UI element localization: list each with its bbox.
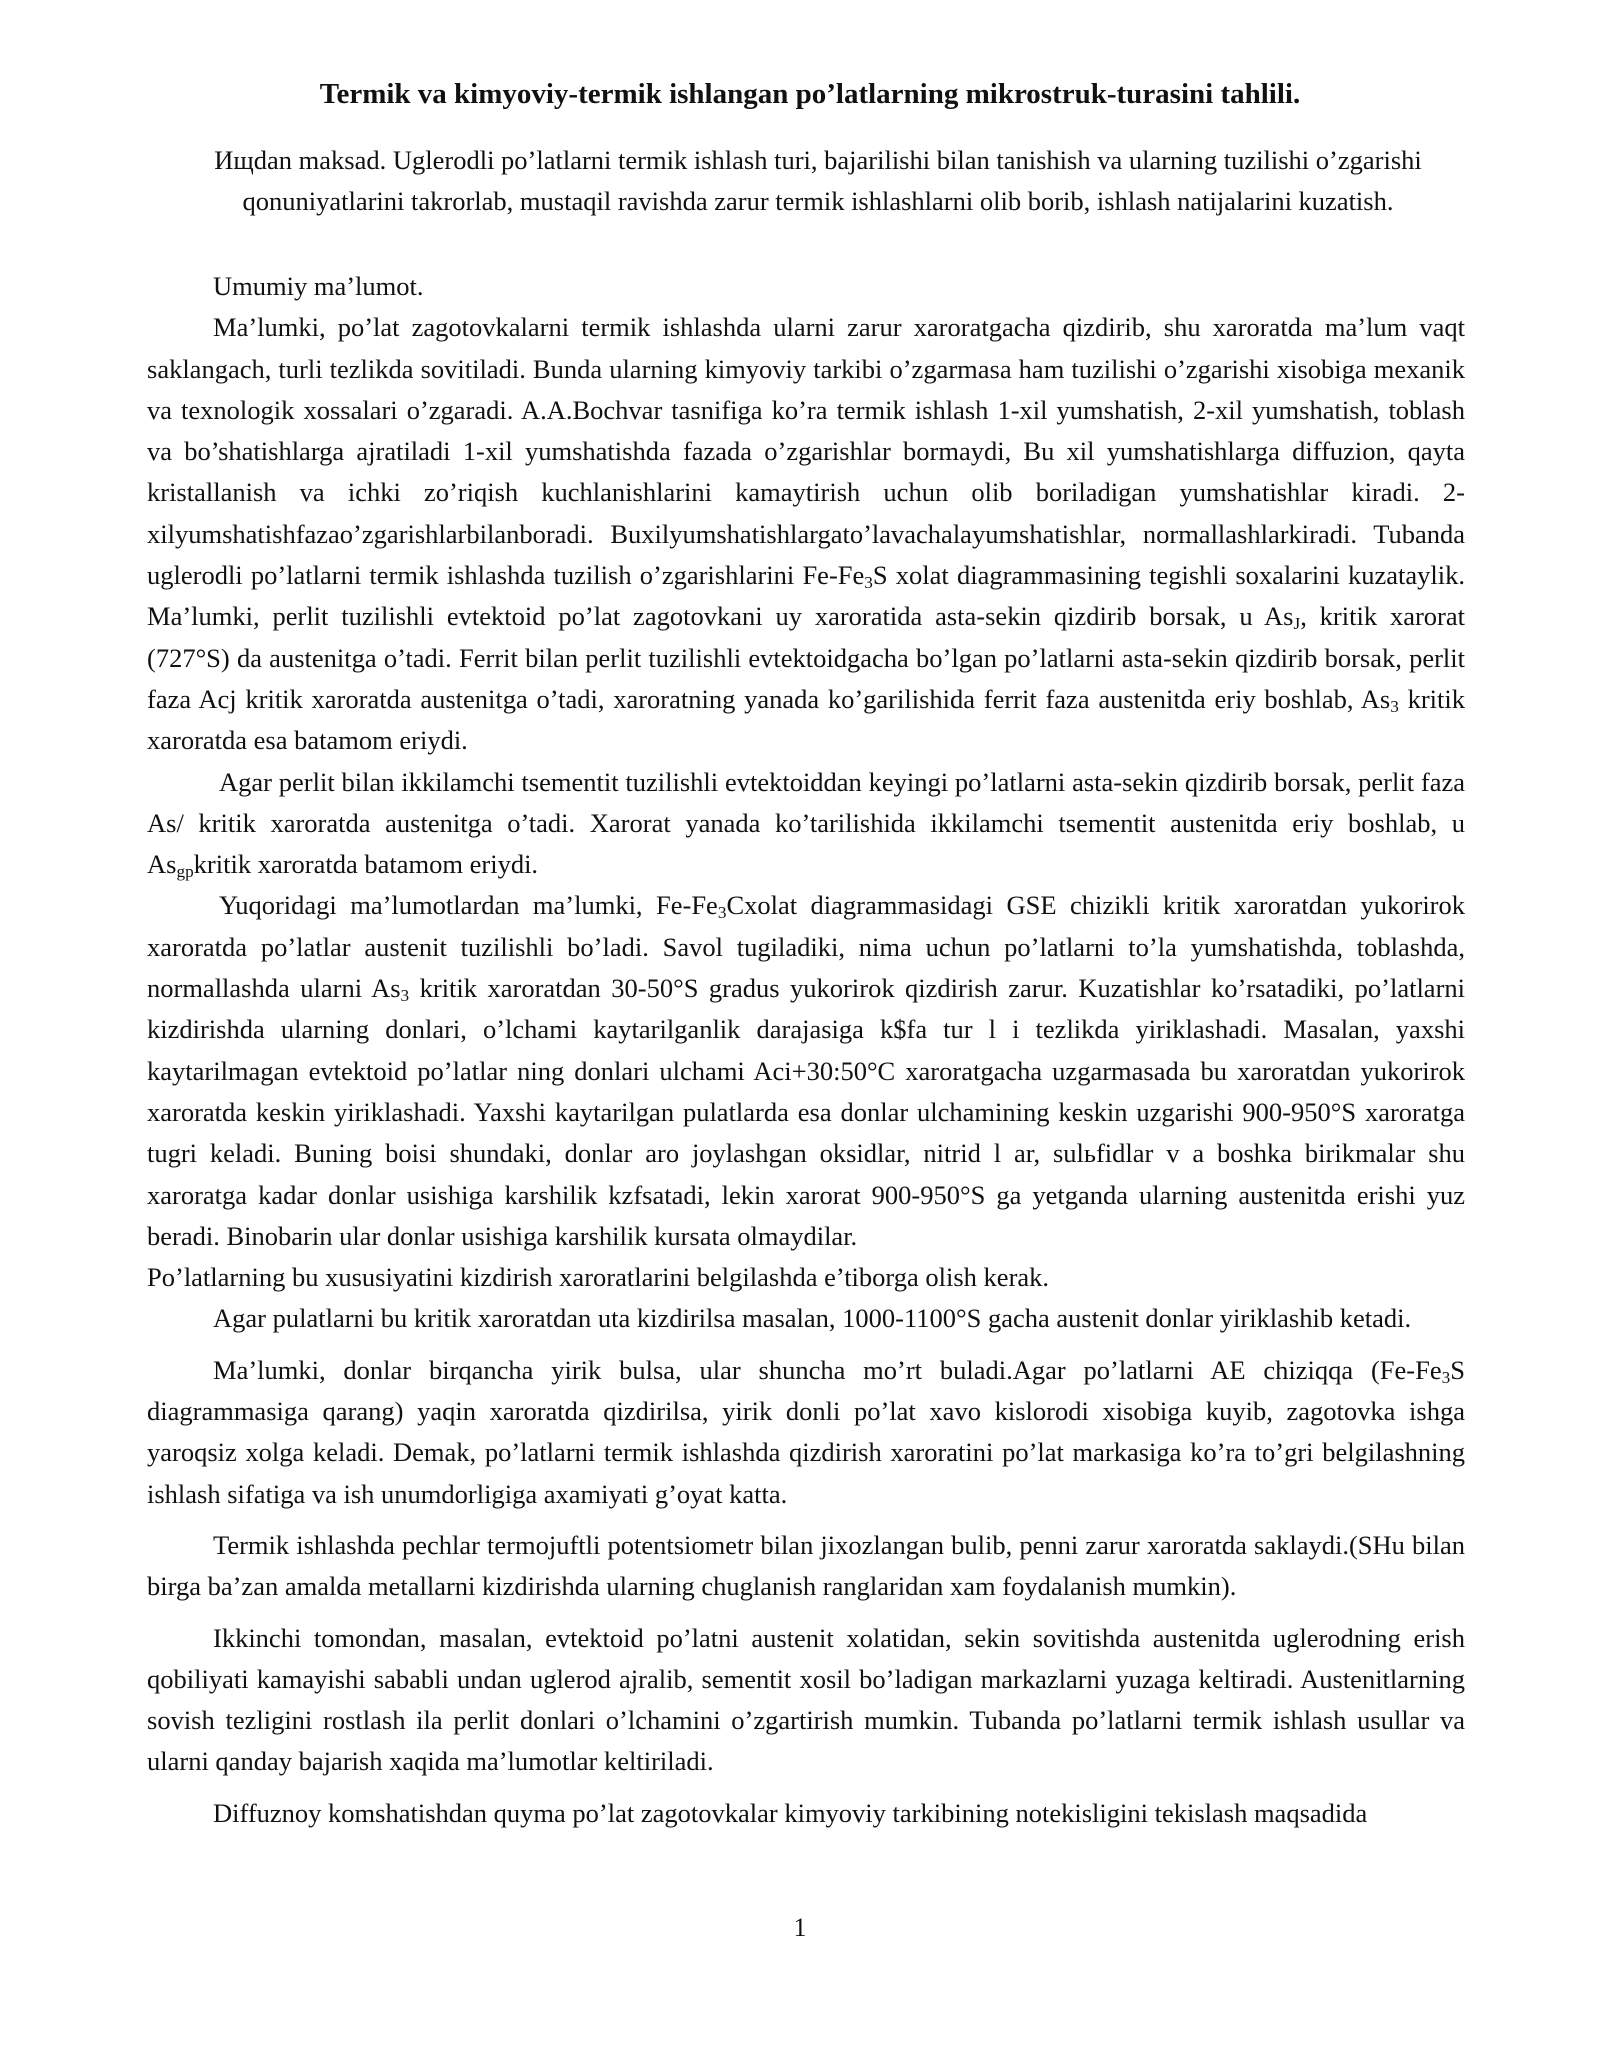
paragraph-3: Yuqoridagi ma’lumotlardan ma’lumki, $Fe-Fe_3Cxolat$ diagrammasidagi GSE chizikli kritik xaroratdan yukorirok xaroratda po’latlar austenit tuzilishli bo’ladi. Savol tugiladiki, nima uchun po’latlarni to’la yumshatishda, toblashda, normallashda ularni $As_3$ kritik xaroratdan 30-50°S gradus yukorirok qizdirish zarur. Kuzatishlar ko’rsatadiki, po’latlarni kizdirishda ularning donlari, o’lchami kaytarilganlik darajasiga k$fa tur l i tezlikda yiriklashadi. Masalan, yaxshi kaytarilmagan evtektoid po’latlar ning donlari ulchami Aci+30:50°C xaroratgacha uzgarmasada bu xaroratdan yukorirok xaroratda keskin yiriklashadi. Yaxshi kaytarilgan pulatlarda esa donlar ulchamining keskin uzgarishi 900-950°S xaroratga tugri keladi. Buning boisi shundaki, donlar aro joylashgan oksidlar, nitrid l ar, sulьfidlar v a boshka birikmalar shu xaroratga kadar donlar usishiga karshilik kzfsatadi, lekin xarorat 900-950°S ga yetganda ularning austenitda erishi yuz beradi. Binobarin ular donlar usishiga karshilik kursata olmaydilar. xyxy=(147,890,1466,1251)
page-number: 1 xyxy=(793,1913,807,1942)
general-heading: Umumiy ma’lumot. xyxy=(213,271,424,301)
document-body xyxy=(147,266,1465,1834)
paragraph-7: Termik ishlashda pechlar termojuftli potentsiometr bilan jixozlangan bulib, penni zarur xaroratda saklaydi.(SHu bilan birga ba’zan amalda metallarni kizdirishda ularning chuglanish ranglaridan xam foydalanish mumkin). xyxy=(147,1529,1465,1602)
paragraph-5: Agar pulatlarni bu kritik xaroratdan uta kizdirilsa masalan, 1000-1100°S gacha austenit donlar yiriklashib ketadi. xyxy=(213,1303,1412,1334)
paragraph-8: Ikkinchi tomondan, masalan, evtektoid po’latni austenit xolatidan, sekin sovitishda austenitda uglerodning erish qobiliyati kamayishi sababli undan uglerod ajralib, sementit xosil bo’ladigan markazlarni yuzaga keltiradi. Austenitlarning sovish tezligini rostlash ila perlit donlari o’lchamini o’zgartirish mumkin. Tubanda po’latlarni termik ishlash usullar va ularni qanday bajarish xaqida ma’lumotlar keltiriladi. xyxy=(147,1622,1465,1777)
paragraph-2: Agar perlit bilan ikkilamchi tsementit tuzilishli evtektoiddan keyingi po’latlarni asta-sekin qizdirib borsak, perlit faza As/ kritik xaroratda austenitga o’tadi. Xarorat yanada ko’tarilishida ikkilamchi tsementit austenitda eriy boshlab, u $As_{gp}kritik$ xaroratda batamom eriydi. xyxy=(147,766,1465,881)
paragraph-1: Ma’lumki, po’lat zagotovkalarni termik ishlashda ularni zarur xaroratgacha qizdirib, shu xaroratda ma’lum vaqt saklangach, turli tezlikda sovitiladi. Bunda ularning kimyoviy tarkibi o’zgarmasa ham tuzilishi o’zgarishi xisobiga mexanik va texnologik xossalari o’zgaradi. A.A.Bochvar tasnifiga ko’ra termik ishlash 1-xil yumshatish, 2-xil yumshatish, toblash va bo’shatishlarga ajratiladi 1-xil yumshatishda fazada o’zgarishlar bormaydi, Bu xil yumshatishlarga diffuzion, qayta kristallanish va ichki zo’riqish kuchlanishlarini kamaytirish uchun olib boriladigan yumshatishlar kiradi. 2-xilyumshatishfazao’zgarishlarbilanboradi. Buxilyumshatishlargato’lavachalayumshatishlar, normallashlarkiradi. Tubanda uglerodli po’latlarni termik ishlashda tuzilish o’zgarishlarini $Fe-Fe_3S$ xolat diagrammasining tegishli soxalarini kuzataylik. Ma’lumki, perlit tuzilishli evtektoid po’lat zagotovkani uy xaroratida asta-sekin qizdirib borsak, u $As_J$, kritik xarorat (727°S) da austenitga o’tadi. Ferrit bilan perlit tuzilishli evtektoidgacha bo’lgan po’latlarni asta-sekin qizdirib borsak, perlit faza Acj kritik xaroratda austenitga o’tadi, xaroratning yanada ko’garilishida ferrit faza austenitda eriy boshlab, $As_3$ kritik xaroratda esa batamom eriydi. xyxy=(147,312,1466,756)
paragraph-4: Po’latlarning bu xususiyatini kizdirish xaroratlarini belgilashda e’tiborga olish kerak. xyxy=(147,1262,1050,1293)
document-title: Termik va kimyoviy-termik ishlangan po’latlarning mikrostruk-turasini tahlili. xyxy=(319,78,1301,110)
purpose-paragraph: Ищdan maksad. Uglerodli po’latlarni termik ishlash turi, bajarilishi bilan tanishish va ularning tuzilishi o’zgarishi qonuniyatlarini takrorlab, mustaqil ravishda zarur termik ishlashlarni olib borib, ishlash natijalarini kuzatish. xyxy=(214,145,1422,216)
paragraph-9: Diffuznoy komshatishdan quyma po’lat zagotovkalar kimyoviy tarkibining notekisligini tekislash maqsadida xyxy=(213,1797,1368,1828)
paragraph-6: Ma’lumki, donlar birqancha yirik bulsa, ular shuncha mo’rt buladi.Agar po’latlarni AE chiziqqa ($Fe-Fe_3S$ diagrammasiga qarang) yaqin xaroratda qizdirilsa, yirik donli po’lat xavo kislorodi xisobiga kuyib, zagotovka ishga yaroqsiz xolga keladi. Demak, po’latlarni termik ishlashda qizdirish xaroratini po’lat markasiga ko’ra to’gri belgilashning ishlash sifatiga va ish unumdorligiga axamiyati g’oyat katta. xyxy=(147,1354,1465,1509)
